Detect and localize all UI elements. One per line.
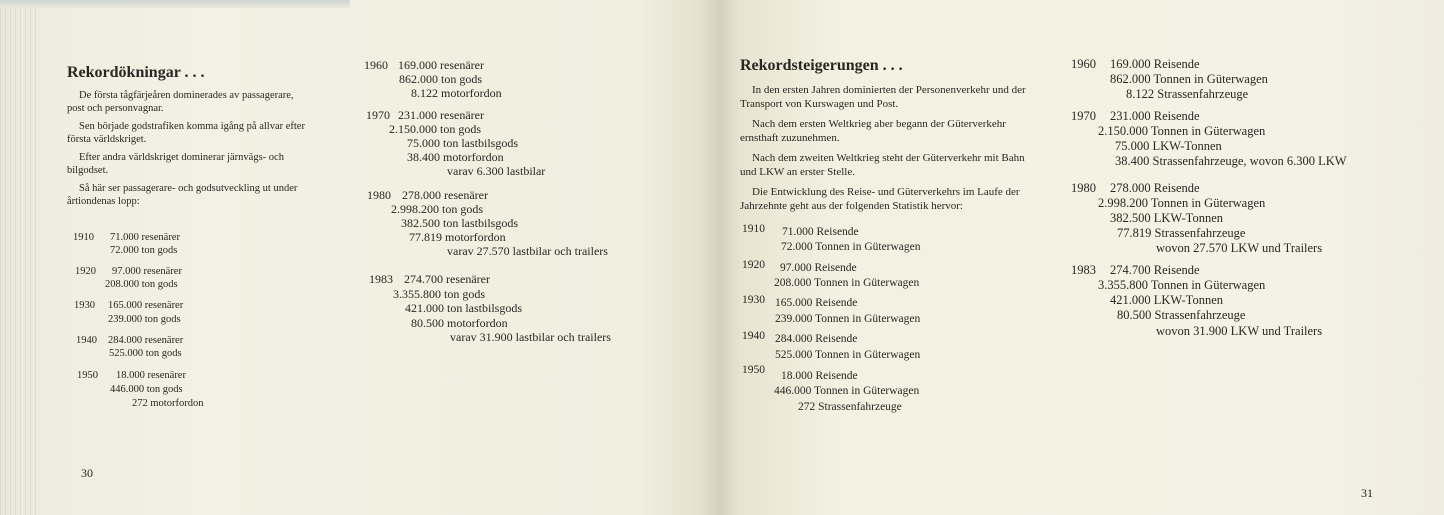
stat-line: 75.000 LKW-Tonnen (1115, 139, 1222, 153)
stat-line: 3.355.800 ton gods (393, 287, 486, 301)
left-paragraph: Så här ser passagerare- och godsutveckling ut under årtiondenas lopp: (67, 183, 298, 207)
stat-line: 446.000 ton gods (110, 384, 183, 395)
right-paragraph: In den ersten Jahren dominierten der Personenverkehr und der Transport von Kurswagen und Post. (740, 84, 1026, 110)
stat-line: 72.000 Tonnen in Güterwagen (781, 241, 921, 253)
right-heading: Rekordsteigerungen . . . (740, 57, 903, 74)
stat-line: 862.000 ton gods (399, 72, 483, 86)
stat-line: wovon 31.900 LKW und Trailers (1156, 324, 1323, 338)
stat-line: 239.000 Tonnen in Güterwagen (775, 313, 921, 325)
stat-line: 278.000 Reisende (1110, 181, 1200, 195)
stat-line: 38.400 motorfordon (407, 150, 504, 164)
stat-line: 382.500 ton lastbilsgods (401, 216, 519, 230)
stat-line: 272 motorfordon (132, 398, 204, 409)
right-paragraph: Nach dem zweiten Weltkrieg steht der Güterverkehr mit Bahn und LKW an erster Stelle. (740, 152, 1025, 178)
stat-year: 1970 (366, 108, 390, 122)
stat-line: 169.000 resenärer (398, 58, 484, 72)
left-intro (67, 89, 312, 208)
stat-line: 165.000 Reisende (775, 297, 858, 309)
stat-line: 274.700 resenärer (404, 272, 490, 286)
stat-year: 1980 (1071, 181, 1096, 195)
page-edge-lines (0, 0, 40, 515)
right-paragraph: Die Entwicklung des Reise- und Güterverkehrs im Laufe der Jahrzehnte geht aus der folgenden Statistik hervor: (740, 186, 1020, 212)
stat-line: 284.000 resenärer (108, 335, 184, 346)
stat-line: 208.000 ton gods (105, 279, 178, 290)
stat-year: 1920 (742, 259, 765, 271)
stat-line: 80.500 motorfordon (411, 316, 508, 330)
stat-year: 1910 (742, 223, 765, 235)
stat-line: 231.000 Reisende (1110, 109, 1200, 123)
stat-year: 1970 (1071, 109, 1096, 123)
stat-year: 1940 (742, 330, 765, 342)
right-paragraph: Nach dem ersten Weltkrieg aber begann der Güterverkehr ernsthaft zuzunehmen. (740, 118, 1006, 144)
stat-line: 72.000 ton gods (110, 245, 178, 256)
stat-year: 1930 (742, 294, 765, 306)
page-number-left: 30 (81, 466, 93, 480)
left-paragraph: De första tågfärjeåren dominerades av passagerare, post och personvagnar. (67, 90, 294, 114)
stat-line: 3.355.800 Tonnen in Güterwagen (1098, 278, 1266, 292)
stat-line: 525.000 Tonnen in Güterwagen (775, 349, 921, 361)
stat-year: 1950 (77, 370, 98, 381)
stat-line: 231.000 resenärer (398, 108, 484, 122)
stat-line: 75.000 ton lastbilsgods (407, 136, 519, 150)
stat-year: 1983 (1071, 263, 1096, 277)
stat-line: 18.000 Reisende (781, 370, 858, 382)
stat-year: 1960 (364, 58, 388, 72)
stat-year: 1920 (75, 266, 96, 277)
stat-year: 1930 (74, 300, 95, 311)
stat-line: 97.000 resenärer (112, 266, 182, 277)
stat-line: 284.000 Reisende (775, 333, 858, 345)
stat-line: 2.998.200 ton gods (391, 202, 484, 216)
stat-line: varav 27.570 lastbilar och trailers (447, 244, 608, 258)
left-paragraph: Efter andra världskriget dominerar järnvägs- och bilgodset. (67, 152, 284, 176)
right-intro (740, 83, 1040, 213)
stat-line: 2.998.200 Tonnen in Güterwagen (1098, 196, 1266, 210)
stat-line: 8.122 motorfordon (411, 86, 502, 100)
stat-line: 862.000 Tonnen in Güterwagen (1110, 72, 1268, 86)
top-edge-strip (0, 0, 350, 8)
stat-line: 71.000 Reisende (782, 226, 859, 238)
stat-line: 525.000 ton gods (109, 348, 182, 359)
stat-line: 278.000 resenärer (402, 188, 488, 202)
stat-line: 169.000 Reisende (1110, 57, 1200, 71)
stat-year: 1960 (1071, 57, 1096, 71)
right-page (718, 0, 1444, 515)
stat-line: 2.150.000 Tonnen in Güterwagen (1098, 124, 1266, 138)
stat-line: varav 6.300 lastbilar (447, 164, 546, 178)
stat-line: 446.000 Tonnen in Güterwagen (774, 385, 920, 397)
page-number-right: 31 (1361, 486, 1373, 500)
stat-line: 421.000 ton lastbilsgods (405, 301, 523, 315)
stat-year: 1980 (367, 188, 391, 202)
stat-line: 80.500 Strassenfahrzeuge (1117, 308, 1246, 322)
stat-line: 272 Strassenfahrzeuge (798, 401, 902, 413)
stat-line: 165.000 resenärer (108, 300, 184, 311)
stat-line: 239.000 ton gods (108, 314, 181, 325)
left-page (0, 0, 718, 515)
stat-line: 97.000 Reisende (780, 262, 857, 274)
stat-line: 71.000 resenärer (110, 232, 180, 243)
stat-line: 208.000 Tonnen in Güterwagen (774, 277, 920, 289)
stat-line: 18.000 resenärer (116, 370, 186, 381)
stat-line: 382.500 LKW-Tonnen (1110, 211, 1223, 225)
stat-year: 1950 (742, 364, 765, 376)
left-paragraph: Sen började godstrafiken komma igång på allvar efter första världskriget. (67, 121, 305, 145)
stat-line: 77.819 motorfordon (409, 230, 506, 244)
stat-line: 38.400 Strassenfahrzeuge, wovon 6.300 LKW (1115, 154, 1347, 168)
stat-line: 77.819 Strassenfahrzeuge (1117, 226, 1246, 240)
stat-year: 1940 (76, 335, 97, 346)
left-heading: Rekordökningar . . . (67, 64, 205, 81)
stat-line: wovon 27.570 LKW und Trailers (1156, 241, 1323, 255)
stat-year: 1983 (369, 272, 393, 286)
stat-line: varav 31.900 lastbilar och trailers (450, 330, 611, 344)
stat-line: 2.150.000 ton gods (389, 122, 482, 136)
stat-year: 1910 (73, 232, 94, 243)
stat-line: 421.000 LKW-Tonnen (1110, 293, 1223, 307)
stat-line: 274.700 Reisende (1110, 263, 1200, 277)
stat-line: 8.122 Strassenfahrzeuge (1126, 87, 1249, 101)
